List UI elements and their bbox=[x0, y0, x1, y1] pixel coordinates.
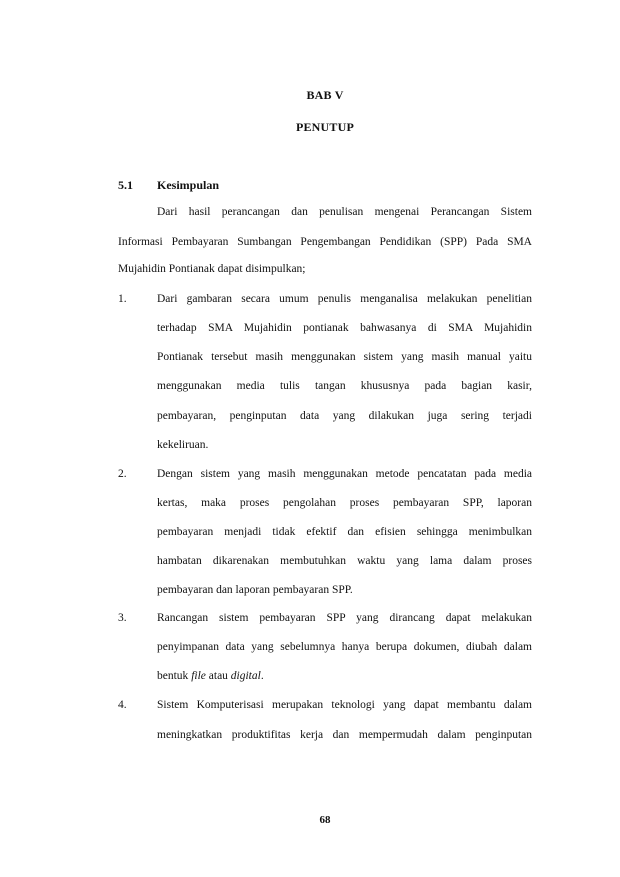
list-number: 4. bbox=[118, 699, 127, 711]
list-item-line: Pontianak tersebut masih menggunakan sistem yang masih manual yaitu bbox=[157, 351, 532, 363]
list-item-line: kekeliruan. bbox=[157, 439, 209, 451]
intro-line: Mujahidin Pontianak dapat disimpulkan; bbox=[118, 263, 306, 275]
list-item-line: terhadap SMA Mujahidin pontianak bahwasanya di SMA Mujahidin bbox=[157, 322, 532, 334]
list-item-line: pembayaran, penginputan data yang dilakukan juga sering terjadi bbox=[157, 410, 532, 422]
section-title: Kesimpulan bbox=[157, 178, 220, 192]
section-number: 5.1 bbox=[118, 178, 133, 192]
italic-term-file: file bbox=[191, 670, 206, 682]
list-number: 1. bbox=[118, 293, 127, 305]
list-item-line: Rancangan sistem pembayaran SPP yang dirancang dapat melakukan bbox=[157, 612, 532, 624]
list-item-line: meningkatkan produktifitas kerja dan mempermudah dalam penginputan bbox=[157, 729, 532, 741]
list-item-line: Sistem Komputerisasi merupakan teknologi yang dapat membantu dalam bbox=[157, 699, 532, 711]
chapter-title: PENUTUP bbox=[295, 120, 355, 134]
list-item-line: penyimpanan data yang sebelumnya hanya berupa dokumen, diubah dalam bbox=[157, 641, 532, 653]
list-item-line: Dari gambaran secara umum penulis menganalisa melakukan penelitian bbox=[157, 293, 532, 305]
list-item-line: pembayaran menjadi tidak efektif dan efisien sehingga menimbulkan bbox=[157, 526, 532, 538]
italic-term-digital: digital bbox=[230, 670, 261, 682]
intro-line: Informasi Pembayaran Sumbangan Pengembangan Pendidikan (SPP) Pada SMA bbox=[118, 236, 532, 248]
list-item-line-mixed bbox=[157, 668, 264, 684]
list-item-line: pembayaran dan laporan pembayaran SPP. bbox=[157, 584, 353, 596]
chapter-label: BAB V bbox=[306, 88, 344, 102]
list-item-line: Dengan sistem yang masih menggunakan metode pencatatan pada media bbox=[157, 468, 532, 480]
list-item-line: kertas, maka proses pengolahan proses pembayaran SPP, laporan bbox=[157, 497, 532, 509]
intro-line: Dari hasil perancangan dan penulisan mengenai Perancangan Sistem bbox=[157, 206, 532, 218]
page-number: 68 bbox=[319, 814, 331, 826]
text-fragment: . bbox=[260, 670, 264, 682]
text-fragment: atau bbox=[205, 670, 231, 682]
list-item-line: hambatan dikarenakan membutuhkan waktu yang lama dalam proses bbox=[157, 555, 532, 567]
list-item-line: menggunakan media tulis tangan khususnya pada bagian kasir, bbox=[157, 380, 532, 392]
text-fragment: bentuk bbox=[157, 670, 192, 682]
list-number: 2. bbox=[118, 468, 127, 480]
list-number: 3. bbox=[118, 612, 127, 624]
